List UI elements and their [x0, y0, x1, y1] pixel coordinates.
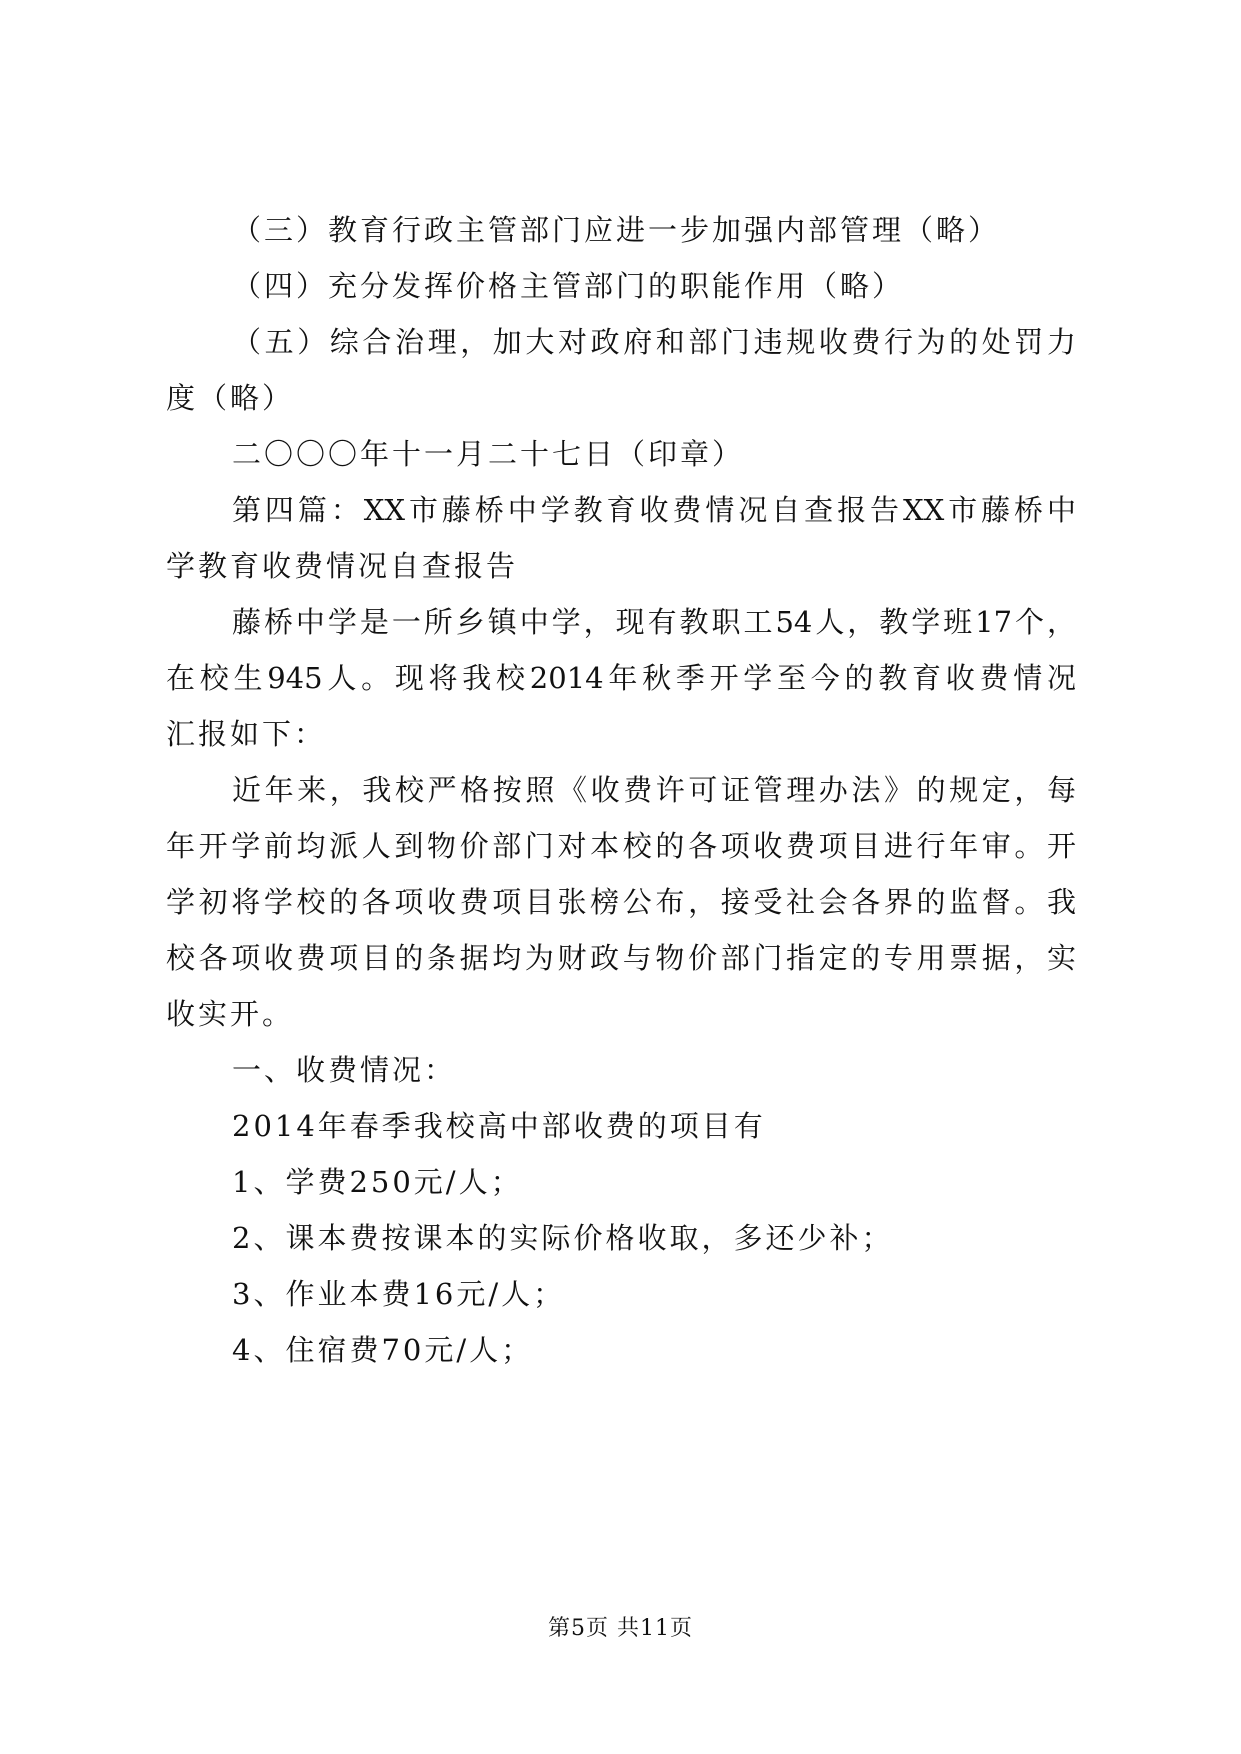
section-heading-line: 第四篇：XX市藤桥中学教育收费情况自查报告XX市藤桥中 [232, 493, 1076, 527]
paragraph-line: 学初将学校的各项收费项目张榜公布，接受社会各界的监督。我 [166, 885, 1076, 919]
section-heading-line: 学教育收费情况自查报告 [166, 549, 519, 583]
subsection-heading: 一、收费情况： [232, 1053, 457, 1087]
paragraph-line: （五）综合治理，加大对政府和部门违规收费行为的处罚力 [232, 325, 1076, 359]
list-item: 2、课本费按课本的实际价格收取，多还少补； [232, 1221, 894, 1255]
paragraph-line: 2014年春季我校高中部收费的项目有 [232, 1109, 766, 1143]
signature-date-line: 二〇〇〇年十一月二十七日（印章） [232, 437, 745, 471]
paragraph-line: 年开学前均派人到物价部门对本校的各项收费项目进行年审。开 [166, 829, 1076, 863]
paragraph-line: 近年来，我校严格按照《收费许可证管理办法》的规定，每 [232, 773, 1076, 807]
list-item: 4、住宿费70元/人； [232, 1333, 534, 1367]
page-number-footer: 第5页 共11页 [548, 1616, 693, 1641]
paragraph-line: 汇报如下： [166, 717, 327, 751]
paragraph-line: 藤桥中学是一所乡镇中学，现有教职工54人，教学班17个， [232, 605, 1076, 639]
paragraph-line: 度（略） [166, 381, 295, 415]
paragraph-line: 在校生945人。现将我校2014年秋季开学至今的教育收费情况 [166, 661, 1076, 695]
list-item: 1、学费250元/人； [232, 1165, 523, 1199]
list-item: 3、作业本费16元/人； [232, 1277, 566, 1311]
paragraph-line: （四）充分发挥价格主管部门的职能作用（略） [232, 269, 905, 303]
paragraph-line: （三）教育行政主管部门应进一步加强内部管理（略） [232, 213, 1001, 247]
paragraph-line: 校各项收费项目的条据均为财政与物价部门指定的专用票据，实 [166, 941, 1076, 975]
paragraph-line: 收实开。 [166, 997, 295, 1031]
